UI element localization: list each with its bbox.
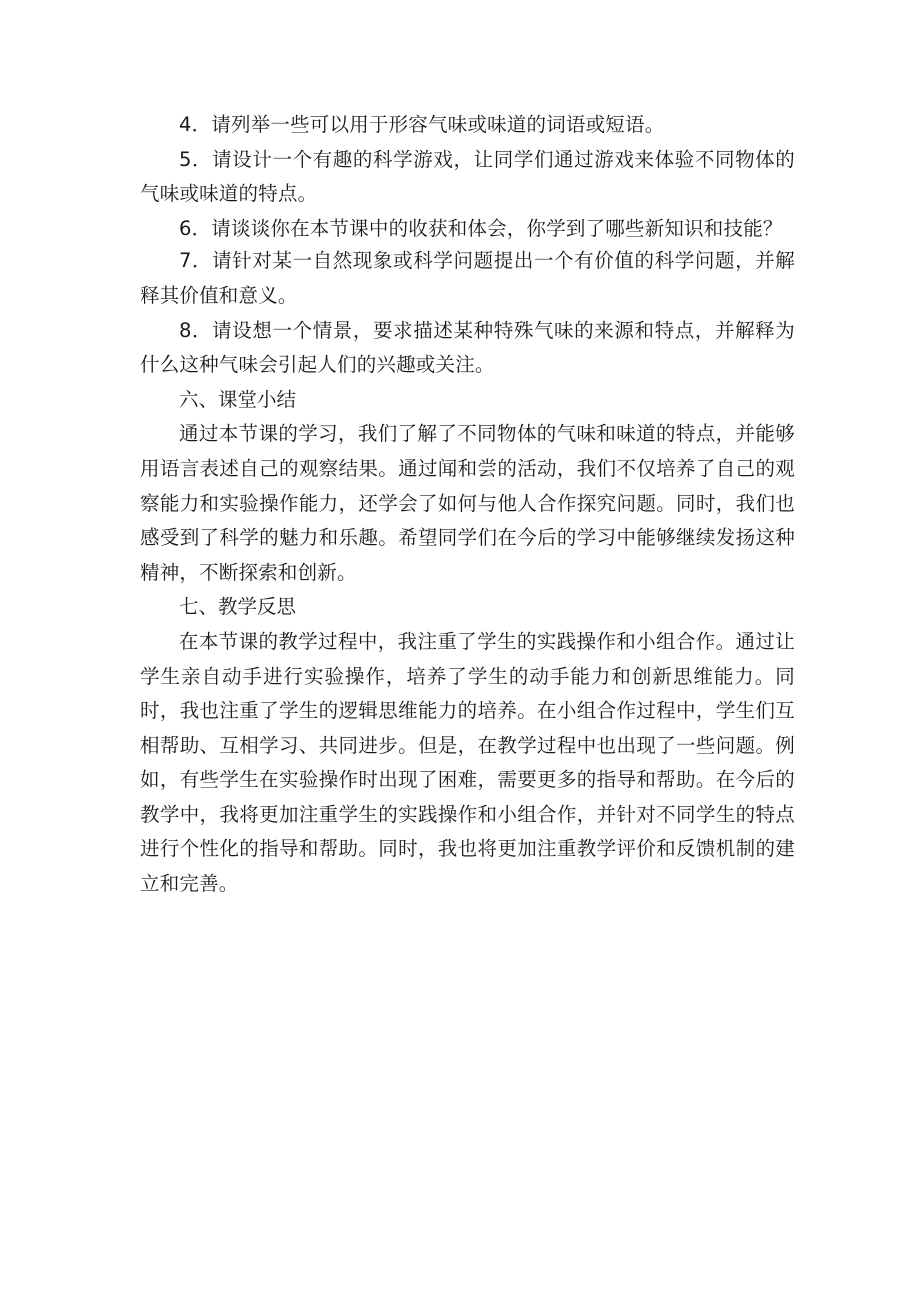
section-heading-summary: 六、课堂小结 <box>179 387 297 411</box>
question-8: 8．请设想一个情景，要求描述某种特殊气味的来源和特点，并解释为什么这种气味会引起人们的兴趣或关注。 <box>140 318 795 377</box>
section-heading-reflection: 七、教学反思 <box>179 595 297 619</box>
question-6: 6．请谈谈你在本节课中的收获和体会，你学到了哪些新知识和技能？ <box>179 216 783 240</box>
reflection-paragraph: 在本节课的教学过程中，我注重了学生的实践操作和小组合作。通过让学生亲自动手进行实验操作，培养了学生的动手能力和创新思维能力。同时，我也注重了学生的逻辑思维能力的培养。在小组合作过程中，学生们互相帮助、互相学习、共同进步。但是，在教学过程中也出现了一些问题。例如，有些学生在实验操作时出现了困难，需要更多的指导和帮助。在今后的教学中，我将更加注重学生的实践操作和小组合作，并针对不同学生的特点进行个性化的指导和帮助。同时，我也将更加注重教学评价和反馈机制的建立和完善。 <box>140 629 795 896</box>
question-7: 7．请针对某一自然现象或科学问题提出一个有价值的科学问题，并解释其价值和意义。 <box>140 249 795 307</box>
question-5: 5．请设计一个有趣的科学游戏，让同学们通过游戏来体验不同物体的气味或味道的特点。 <box>140 147 795 206</box>
document-page <box>140 108 795 902</box>
question-4: 4．请列举一些可以用于形容气味或味道的词语或短语。 <box>179 113 665 136</box>
summary-paragraph: 通过本节课的学习，我们了解了不同物体的气味和味道的特点，并能够用语言表述自己的观察结果。通过闻和尝的活动，我们不仅培养了自己的观察能力和实验操作能力，还学会了如何与他人合作探究问题。同时，我们也感受到了科学的魅力和乐趣。希望同学们在今后的学习中能够继续发扬这种精神，不断探索和创新。 <box>140 422 795 584</box>
